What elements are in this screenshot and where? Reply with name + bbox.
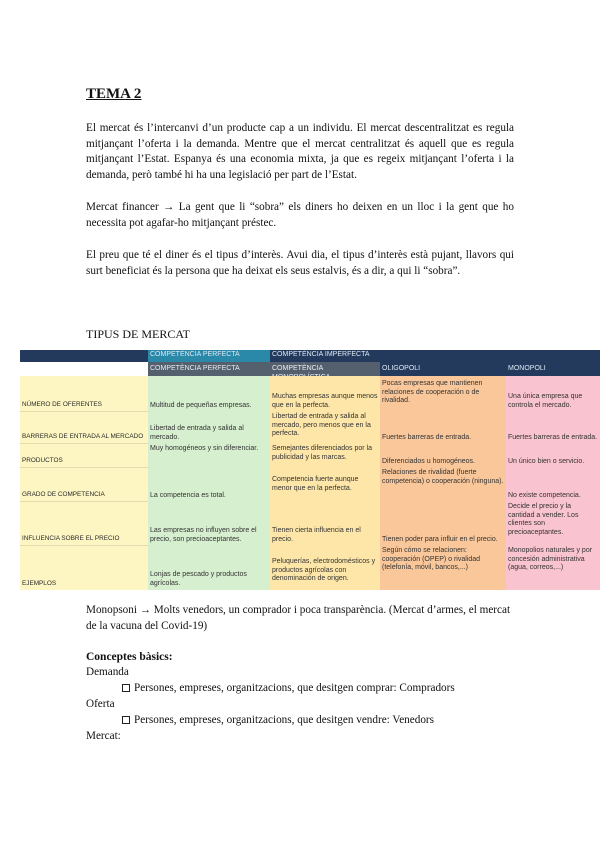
column-header-perfect: COMPETÈNCIA PERFECTA xyxy=(148,362,270,376)
row-label: GRADO DE COMPETENCIA xyxy=(20,468,148,502)
table-cell: Muy homogéneos y sin diferenciar. xyxy=(148,444,270,468)
table-cell: Libertad de entrada y salida al mercado, pero menos que en la perfecta. xyxy=(270,412,380,444)
oferta-item-text: Persones, empreses, organitzacions, que desitgen vendre: Venedors xyxy=(134,714,435,726)
table-cell: Muchas empresas aunque menos que en la perfecta. xyxy=(270,376,380,412)
concepts-title: Conceptes bàsics: xyxy=(86,651,173,663)
paragraph-financial-market: Mercat financer → La gent que li “sobra” els diners ho deixen en un lloc i la gent que ho necessita pot agafar-ho mitjançant préstec. xyxy=(86,201,514,229)
table-cell: Una única empresa que controla el mercado. xyxy=(506,376,600,412)
table-cell: Fuertes barreras de entrada. xyxy=(380,412,506,444)
table-cell: Tienen poder para influir en el precio. xyxy=(380,502,506,546)
mercat-label: Mercat: xyxy=(86,730,121,742)
table-cell: La competencia es total. xyxy=(148,468,270,502)
checkbox-bullet-icon xyxy=(122,684,130,692)
table-cell: Las empresas no influyen sobre el precio, son precioaceptantes. xyxy=(148,502,270,546)
table-cell: Libertad de entrada y salida al mercado. xyxy=(148,412,270,444)
demanda-item-text: Persones, empreses, organitzacions, que desitgen comprar: Compradors xyxy=(134,682,455,694)
market-types-table xyxy=(20,350,600,590)
group-header-perfect-label: COMPETÈNCIA PERFECTA xyxy=(148,350,270,362)
table-cell: Lonjas de pescado y productos agrícolas. xyxy=(148,546,270,590)
paragraph-interest-rate: El preu que té el diner és el tipus d’interès. Avui dia, el tipus d’interès està pujant, llavors qui surt beneficiat és la persona que ha deixat els seus estalvis, és a dir, a qui li “sobra”. xyxy=(86,249,514,277)
table-cell: Multitud de pequeñas empresas. xyxy=(148,376,270,412)
oferta-label: Oferta xyxy=(86,698,115,710)
row-label: EJEMPLOS xyxy=(20,546,148,590)
oferta-item xyxy=(122,714,434,726)
table-cell: Diferenciados u homogéneos. xyxy=(380,444,506,468)
checkbox-bullet-icon xyxy=(122,716,130,724)
demanda-label: Demanda xyxy=(86,666,129,678)
table-cell: No existe competencia. xyxy=(506,468,600,502)
table-cell: Competencia fuerte aunque menor que en la perfecta. xyxy=(270,468,380,502)
section-title-market-types: TIPUS DE MERCAT xyxy=(86,327,191,341)
page-title: TEMA 2 xyxy=(86,86,142,102)
column-header-blank xyxy=(20,362,148,376)
table-cell: Monopolios naturales y por concesión administrativa (agua, correos,...) xyxy=(506,546,600,590)
table-cell: Relaciones de rivalidad (fuerte competencia) o cooperación (ninguna). xyxy=(380,468,506,502)
table-cell: Un único bien o servicio. xyxy=(506,444,600,468)
row-label: INFLUENCIA SOBRE EL PRECIO xyxy=(20,502,148,546)
table-cell: Tienen cierta influencia en el precio. xyxy=(270,502,380,546)
row-label: PRODUCTOS xyxy=(20,444,148,468)
paragraph-monopsony: Monopsoni → Molts venedors, un comprador i poca transparència. (Mercat d’armes, el mercat de la vacuna del Covid-19) xyxy=(86,604,511,632)
table-cell: Peluquerías, electrodomésticos y productos agrícolas con denominación de origen. xyxy=(270,546,380,590)
demanda-item xyxy=(122,682,455,694)
table-cell: Decide el precio y la cantidad a vender. Los clientes son precioaceptantes. xyxy=(506,502,600,546)
table-cell: Según cómo se relacionen: cooperación (OPEP) o rivalidad (telefonía, móvil, bancos,...) xyxy=(380,546,506,590)
column-header-monopoly: MONOPOLI xyxy=(506,362,600,376)
table-cell-text: Pocas empresas que mantienen relaciones de cooperación o de rivalidad. xyxy=(382,380,483,404)
table-cell: Semejantes diferenciados por la publicidad y las marcas. xyxy=(270,444,380,468)
column-header-monopolistic: COMPETÈNCIA xyxy=(270,362,380,376)
row-label: NÚMERO DE OFERENTES xyxy=(20,376,148,412)
group-header-perfect xyxy=(20,350,148,362)
row-label: BARRERAS DE ENTRADA AL MERCADO xyxy=(20,412,148,444)
table-cell xyxy=(380,376,506,412)
table-cell: Fuertes barreras de entrada. xyxy=(506,412,600,444)
column-header-oligopoly: OLIGOPOLI xyxy=(380,362,506,376)
group-header-imperfect: COMPETÈNCIA IMPERFECTA xyxy=(270,350,600,362)
paragraph-market-definition: El mercat és l’intercanvi d’un producte cap a un individu. El mercat descentralitzat es regula mitjançant l’oferta i la demanda. Mentre que el mercat centralitzat és aquell que es regula mitjançant l’Estat. Espanya és una economia mixta, ja que es regeix mitjançant l’oferta i la demanda, però també hi ha una legislació per part de l’Estat. xyxy=(86,122,514,181)
